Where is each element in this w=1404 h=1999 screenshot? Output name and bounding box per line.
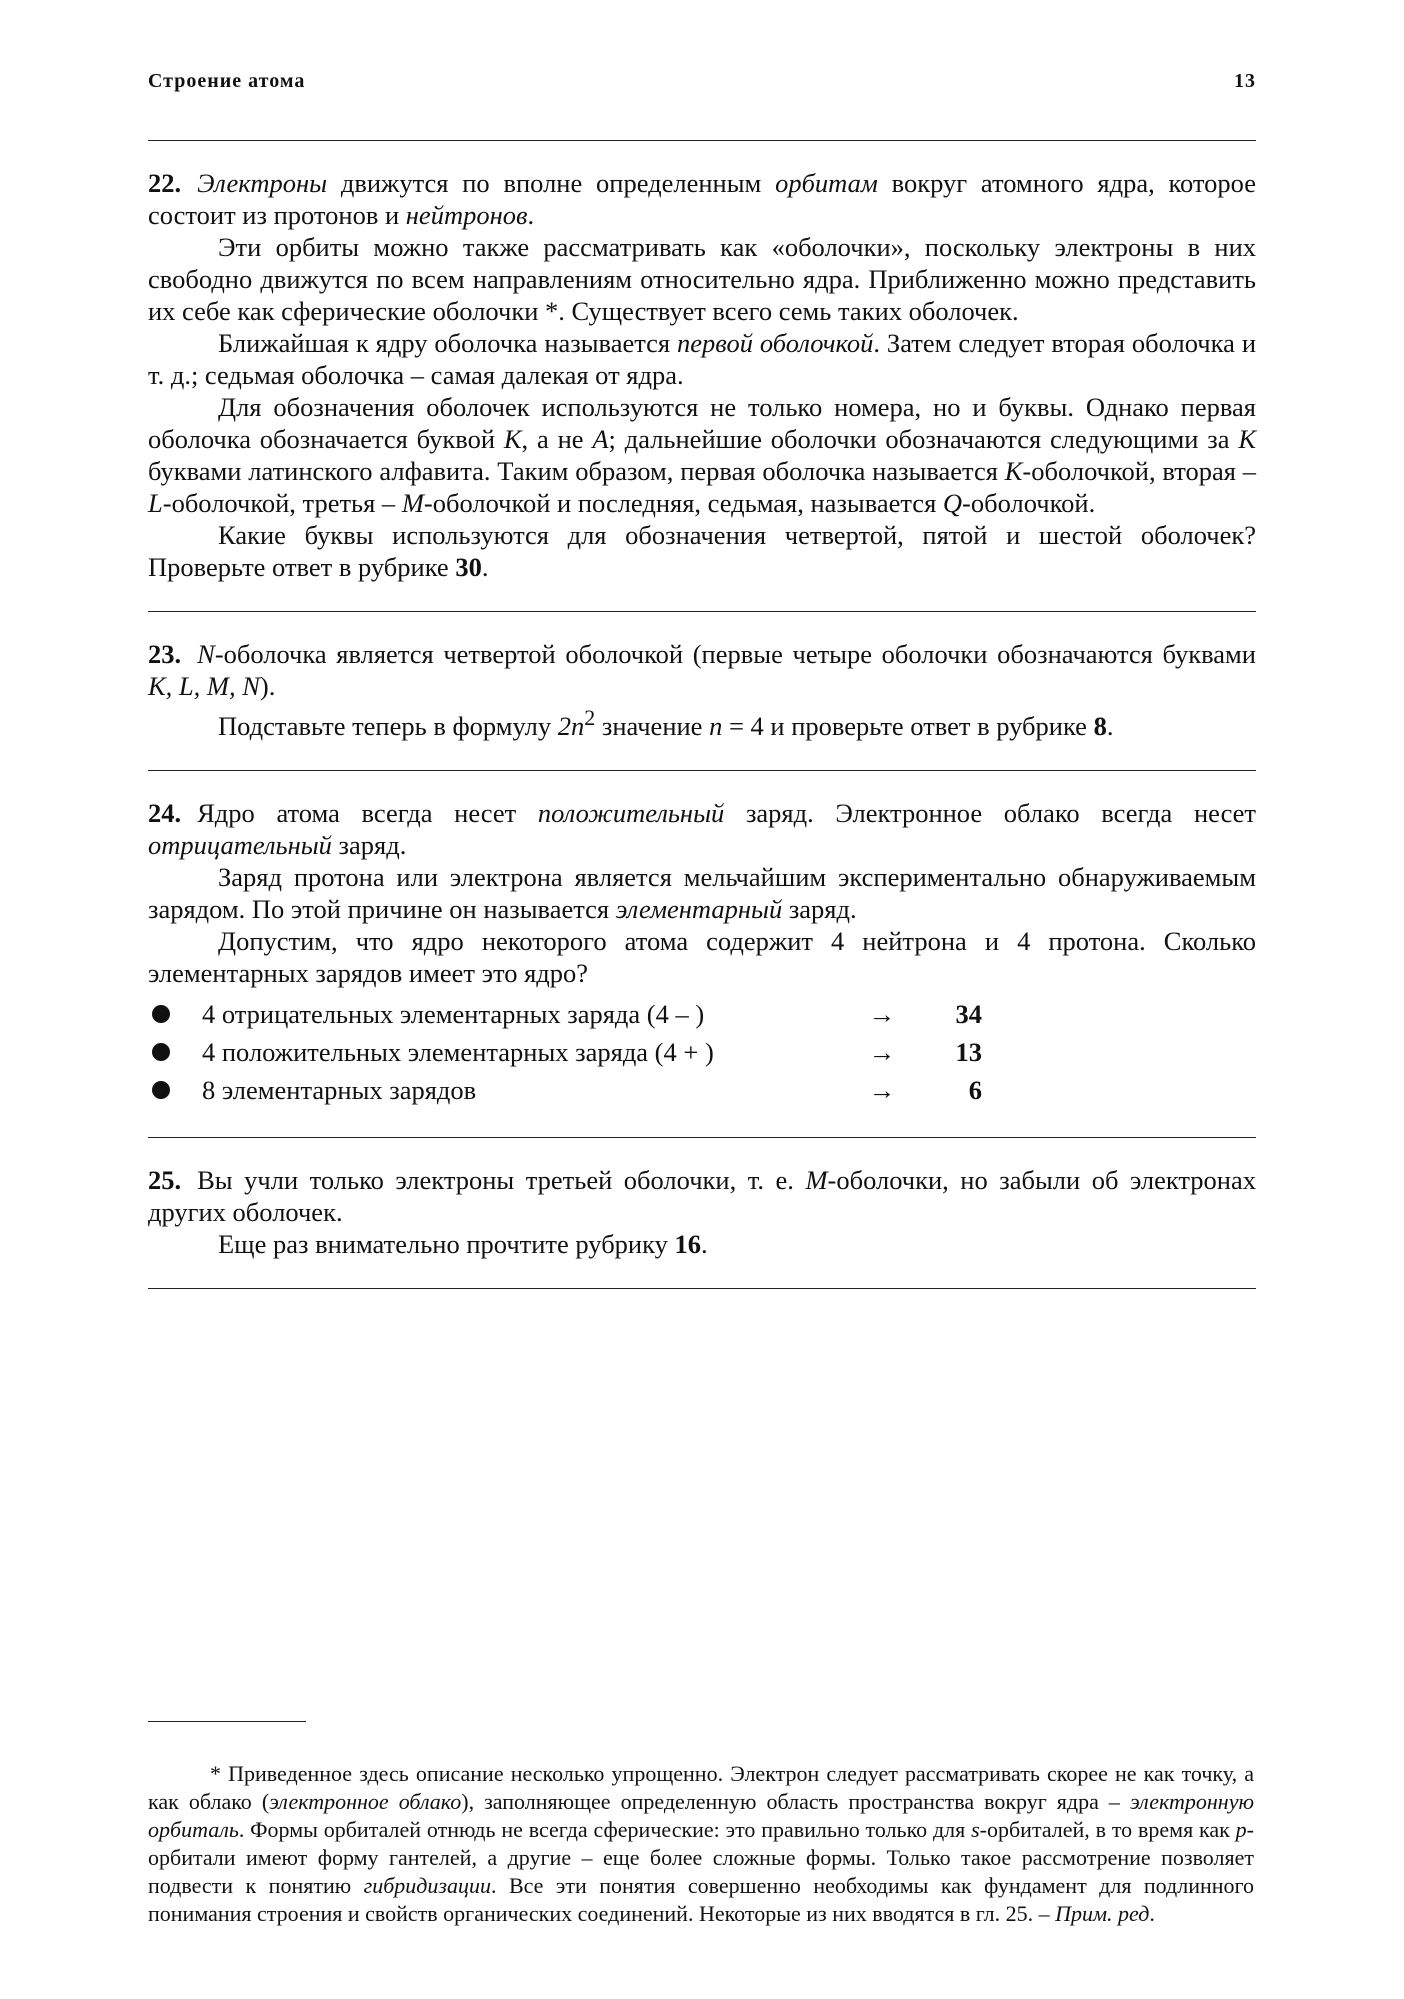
text: . Затем следует вторая оболочка и т. д.; седьмая оболочка – самая далекая от ядра. <box>148 328 1256 390</box>
symbol: M <box>805 1164 828 1195</box>
text: буквами латинского алфавита. Таким образом, первая оболочка называется <box>148 456 1005 486</box>
text: движутся по вполне определенным <box>327 168 776 198</box>
text: -оболочка является четвертой оболочкой (первые четыре оболочки обозначаются буквами <box>214 639 1256 669</box>
term: Электроны <box>197 168 328 198</box>
symbol: K <box>503 424 522 454</box>
text: Подставьте теперь в формулу <box>218 710 558 741</box>
text: вокруг атомного ядра, которое состоит из протонов и <box>148 168 1256 230</box>
option-text: 4 положительных элементарных заряда (4 + ) <box>202 1036 714 1067</box>
symbol: L <box>148 488 163 518</box>
section-number: 24. <box>148 797 182 828</box>
section-number: 23. <box>148 639 182 669</box>
paragraph: Допустим, что ядро некоторого атома содержит 4 нейтрона и 4 протона. Сколько элементарных зарядов имеет это ядро? <box>148 925 1256 988</box>
option-target-rubric[interactable]: 13 <box>955 1036 982 1067</box>
section-divider <box>148 1288 1256 1289</box>
text: ; дальнейшие оболочки обозначаются следующими за <box>608 424 1239 454</box>
page-header <box>148 70 1256 93</box>
text: . <box>700 1228 708 1259</box>
section-number: 22. <box>148 168 182 198</box>
text: -орбиталей, в то время как <box>979 1817 1236 1842</box>
term: нейтронов <box>405 200 528 230</box>
footnote-rule <box>148 1721 306 1722</box>
paragraph: Эти орбиты можно также рассматривать как «оболочки», поскольку электроны в них свободно движутся по всем направлениям относительно ядра. Приближенно можно представить их себе как сферические оболочки *. Существует всего семь таких оболочек. <box>148 232 1256 326</box>
symbol: n <box>709 710 723 741</box>
symbol: N <box>197 639 215 669</box>
text: . Формы орбиталей отнюдь не всегда сферические: это правильно только для <box>238 1817 972 1842</box>
paragraph <box>148 167 1256 231</box>
paragraph <box>148 1228 1256 1260</box>
paragraph <box>148 391 1256 519</box>
option-target-rubric[interactable]: 6 <box>968 1074 982 1105</box>
section-24 <box>148 771 1256 1137</box>
text: -оболочкой, вторая – <box>1022 456 1256 486</box>
text: . Все эти понятия совершенно необходимы как фундамент для подлинного понимания строения и свойств органических соединений. Некоторые из них вводятся в гл. 25. – <box>148 1873 1255 1926</box>
symbol: s <box>971 1817 980 1842</box>
page-number: 13 <box>1234 70 1256 92</box>
term: отрицательный <box>148 829 332 860</box>
paragraph <box>148 861 1256 925</box>
text: заряд. <box>331 829 407 860</box>
page-content <box>148 140 1256 1289</box>
symbol: A <box>592 424 609 454</box>
bullet-icon <box>152 1043 170 1061</box>
text: -оболочкой. <box>962 488 1096 518</box>
rubric-link-16[interactable]: 16 <box>674 1228 701 1259</box>
text: заряд. Электронное облако всегда несет <box>724 797 1257 828</box>
term: гибридизации <box>363 1873 491 1898</box>
bullet-icon <box>152 1081 170 1099</box>
answer-option[interactable] <box>148 1033 1256 1071</box>
paragraph <box>148 638 1256 702</box>
exponent: 2 <box>584 705 596 730</box>
text: * Приведенное здесь описание несколько упрощенно. Электрон следует рассматривать скорее не как точку, а как облако ( <box>148 1761 1254 1814</box>
text: -оболочкой, третья – <box>162 488 402 518</box>
paragraph <box>148 797 1256 861</box>
rubric-link-8[interactable]: 8 <box>1093 710 1107 741</box>
section-25 <box>148 1138 1256 1288</box>
text: Вы учли только электроны третьей оболочки, т. е. <box>197 1164 806 1195</box>
text: значение <box>595 710 710 741</box>
footnote <box>148 1760 1254 1928</box>
text: Заряд протона или электрона является мельчайшим экспериментально обнаруживаемым зарядом. По этой причине он называется <box>148 861 1256 924</box>
term: электронную орбиталь <box>148 1789 1254 1842</box>
symbol: M <box>401 488 424 518</box>
term: первой оболочкой <box>677 328 874 358</box>
editor-note: Прим. ред <box>1055 1901 1150 1926</box>
section-number: 25. <box>148 1164 182 1195</box>
formula: 2n <box>557 710 585 741</box>
term: электронное облако <box>269 1789 462 1814</box>
text: заряд. <box>782 893 857 924</box>
arrow-right-icon: → <box>868 998 896 1029</box>
text: Какие буквы используются для обозначения четвертой, пятой и шестой оболочек? Проверьте ответ в рубрике <box>148 520 1256 582</box>
text: , а не <box>521 424 593 454</box>
section-22 <box>148 141 1256 611</box>
text: Ядро атома всегда несет <box>197 797 538 828</box>
section-23 <box>148 612 1256 770</box>
symbol: K <box>1238 424 1256 454</box>
text: . <box>481 552 489 582</box>
option-text: 4 отрицательных элементарных заряда (4 – ) <box>202 998 705 1029</box>
answer-options <box>148 995 1256 1109</box>
answer-option[interactable] <box>148 995 1256 1033</box>
text: -орбитали имеют форму гантелей, а другие – еще более сложные формы. Только такое рассмотрение позволяет подвести к понятию <box>148 1817 1254 1898</box>
answer-option[interactable] <box>148 1071 1256 1109</box>
symbol: K, L, M, N <box>148 671 260 701</box>
text: -оболочкой и последняя, седьмая, называется <box>423 488 943 518</box>
text: Для обозначения оболочек используются не только номера, но и буквы. Однако первая оболочка обозначается буквой <box>148 392 1256 454</box>
text: Ближайшая к ядру оболочка называется <box>218 328 678 358</box>
text: Еще раз внимательно прочтите рубрику <box>218 1228 675 1259</box>
term: положительный <box>537 797 725 828</box>
text: ). <box>259 671 276 701</box>
text: . <box>1106 710 1114 741</box>
paragraph <box>148 1164 1256 1228</box>
paragraph <box>148 702 1256 742</box>
term: элементарный <box>615 893 783 924</box>
term: орбитам <box>775 168 878 198</box>
symbol: p <box>1235 1817 1247 1842</box>
text: -оболочки, но забыли об электронах других оболочек. <box>148 1164 1256 1227</box>
text: = 4 и проверьте ответ в рубрике <box>722 710 1094 741</box>
bullet-icon <box>152 1005 170 1023</box>
symbol: Q <box>942 488 963 518</box>
text: . <box>1149 1901 1155 1926</box>
option-text: 8 элементарных зарядов <box>202 1074 477 1105</box>
paragraph <box>148 327 1256 391</box>
text: . <box>527 200 535 230</box>
running-title: Строение атома <box>148 70 306 92</box>
arrow-right-icon: → <box>868 1036 896 1067</box>
symbol: K <box>1004 456 1023 486</box>
rubric-link-30[interactable]: 30 <box>455 552 482 582</box>
arrow-right-icon: → <box>868 1074 896 1105</box>
paragraph <box>148 519 1256 583</box>
option-target-rubric[interactable]: 34 <box>955 998 982 1029</box>
text: ), заполняющее определенную область пространства вокруг ядра – <box>461 1789 1130 1814</box>
